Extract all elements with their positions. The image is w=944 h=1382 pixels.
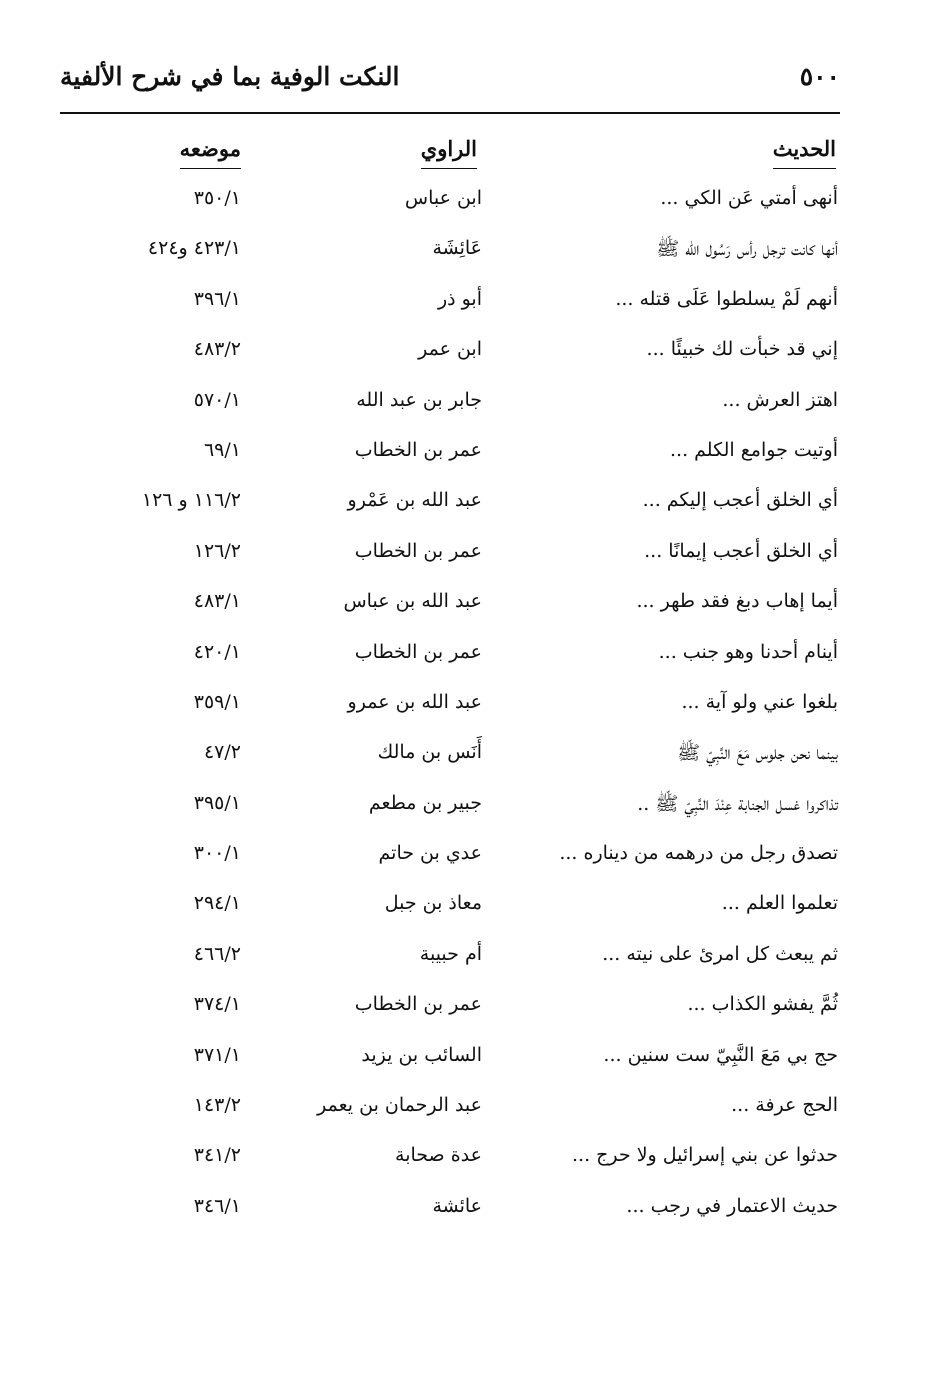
hadith-text: حديث الاعتمار في رجب ... bbox=[626, 1194, 838, 1217]
narrator-name: أَنَس بن مالك bbox=[377, 741, 482, 764]
page-number: ٥٠٠ bbox=[799, 62, 840, 91]
table-row bbox=[0, 733, 944, 783]
table-row bbox=[0, 280, 944, 330]
table-row bbox=[0, 1086, 944, 1136]
table-row bbox=[0, 582, 944, 632]
hadith-text: ثم يبعث كل امرئ على نيته ... bbox=[602, 942, 838, 965]
location-ref: ٣٩٦/١ bbox=[193, 287, 241, 310]
location-ref: ٤٢٣/١ و٤٢٤ bbox=[147, 237, 241, 260]
table-row bbox=[0, 431, 944, 481]
table-row bbox=[0, 179, 944, 229]
hadith-text: أينام أحدنا وهو جنب ... bbox=[658, 640, 838, 663]
table-row bbox=[0, 229, 944, 279]
narrator-name: عبد الرحمان بن يعمر bbox=[317, 1094, 482, 1117]
hadith-text: تعلموا العلم ... bbox=[721, 892, 838, 915]
hadith-text: بلغوا عني ولو آية ... bbox=[681, 690, 838, 713]
hadith-text: أنهم لَمْ يسلطوا عَلَى قتله ... bbox=[615, 287, 838, 310]
narrator-name: عدي بن حاتم bbox=[378, 842, 482, 865]
narrator-name: ابن عمر bbox=[418, 338, 482, 361]
hadith-text: تصدق رجل من درهمه من ديناره ... bbox=[559, 842, 838, 865]
hadith-text: أي الخلق أعجب إليكم ... bbox=[642, 489, 838, 512]
location-ref: ٥٧٠/١ bbox=[193, 388, 241, 411]
hadith-text: أيما إهاب دبغ فقد طهر ... bbox=[636, 590, 838, 613]
location-ref: ٤٢٠/١ bbox=[193, 640, 241, 663]
narrator-name: عائشة bbox=[432, 1194, 482, 1217]
location-ref: ٣٥٠/١ bbox=[193, 187, 241, 209]
location-ref: ٣٠٠/١ bbox=[193, 842, 241, 865]
hadith-text: تذاكروا غسل الجنابة عِنْدَ النَّبِيّ ﷺ .. bbox=[637, 792, 838, 815]
hadith-text: أوتيت جوامع الكلم ... bbox=[670, 438, 838, 461]
table-row bbox=[0, 532, 944, 582]
hadith-text: الحج عرفة ... bbox=[731, 1094, 838, 1117]
table-row bbox=[0, 683, 944, 733]
hadith-text: اهتز العرش ... bbox=[722, 388, 838, 411]
location-ref: ٤٨٣/٢ bbox=[193, 338, 241, 361]
table-row bbox=[0, 985, 944, 1035]
table-row bbox=[0, 935, 944, 985]
narrator-name: عبد الله بن عَمْرو bbox=[347, 489, 482, 512]
location-ref: ٣٤٦/١ bbox=[193, 1194, 241, 1217]
location-ref: ١١٦/٢ و ١٢٦ bbox=[141, 489, 241, 512]
hadith-text: حج بي مَعَ النَّبِيّ ست سنين ... bbox=[603, 1043, 838, 1066]
header-divider bbox=[60, 112, 840, 114]
column-header-hadith: الحديث bbox=[773, 136, 836, 165]
location-ref: ١٢٦/٢ bbox=[193, 539, 241, 562]
location-ref: ٣٤١/٢ bbox=[193, 1144, 241, 1167]
narrator-name: عمر بن الخطاب bbox=[354, 438, 482, 461]
column-header-narrator: الراوي bbox=[421, 136, 477, 165]
narrator-name: عمر بن الخطاب bbox=[354, 993, 482, 1016]
location-ref: ٣٥٩/١ bbox=[193, 690, 241, 713]
table-row bbox=[0, 1036, 944, 1086]
table-row bbox=[0, 381, 944, 431]
narrator-name: جابر بن عبد الله bbox=[356, 388, 482, 411]
hadith-text: أنهى أمتي عَن الكي ... bbox=[660, 187, 838, 209]
index-table bbox=[0, 179, 944, 1237]
table-row bbox=[0, 633, 944, 683]
table-row bbox=[0, 330, 944, 380]
table-row bbox=[0, 784, 944, 834]
narrator-name: عبد الله بن عمرو bbox=[347, 690, 482, 713]
narrator-name: معاذ بن جبل bbox=[384, 892, 482, 915]
running-head bbox=[60, 62, 840, 102]
table-row bbox=[0, 834, 944, 884]
location-ref: ٤٨٣/١ bbox=[193, 590, 241, 613]
location-ref: ٤٦٦/٢ bbox=[193, 942, 241, 965]
narrator-name: عمر بن الخطاب bbox=[354, 640, 482, 663]
narrator-name: جبير بن مطعم bbox=[368, 791, 482, 814]
hadith-text: أي الخلق أعجب إيمانًا ... bbox=[644, 539, 838, 562]
table-row bbox=[0, 884, 944, 934]
hadith-text: ثُمَّ يفشو الكذاب ... bbox=[687, 993, 838, 1016]
location-ref: ٦٩/١ bbox=[203, 438, 241, 461]
hadith-text: بينما نحن جلوس مَعَ النَّبِيّ ﷺ bbox=[677, 742, 838, 765]
narrator-name: أبو ذر bbox=[437, 287, 482, 310]
narrator-name: عمر بن الخطاب bbox=[354, 539, 482, 562]
table-row bbox=[0, 1187, 944, 1237]
narrator-name: عدة صحابة bbox=[395, 1144, 482, 1167]
narrator-name: السائب بن يزيد bbox=[361, 1043, 482, 1066]
book-title: النكت الوفية بما في شرح الألفية bbox=[60, 62, 400, 91]
table-row bbox=[0, 481, 944, 531]
location-ref: ٣٧٤/١ bbox=[193, 993, 241, 1016]
narrator-name: عَائِشَة bbox=[432, 237, 482, 260]
column-headers bbox=[0, 136, 944, 176]
location-ref: ٤٧/٢ bbox=[203, 741, 241, 764]
hadith-text: إني قد خبأت لك خبيئًا ... bbox=[646, 338, 838, 361]
narrator-name: ابن عباس bbox=[404, 187, 482, 209]
location-ref: ١٤٣/٢ bbox=[193, 1094, 241, 1117]
location-ref: ٢٩٤/١ bbox=[193, 892, 241, 915]
location-ref: ٣٩٥/١ bbox=[193, 791, 241, 814]
table-row bbox=[0, 1136, 944, 1186]
hadith-text: أنها كانت ترجل رأس رَسُول الله ﷺ bbox=[656, 238, 838, 261]
column-header-location: موضعه bbox=[180, 136, 241, 165]
location-ref: ٣٧١/١ bbox=[193, 1043, 241, 1066]
narrator-name: أم حبيبة bbox=[419, 942, 482, 965]
narrator-name: عبد الله بن عباس bbox=[343, 590, 482, 613]
hadith-text: حدثوا عن بني إسرائيل ولا حرج ... bbox=[572, 1144, 838, 1167]
